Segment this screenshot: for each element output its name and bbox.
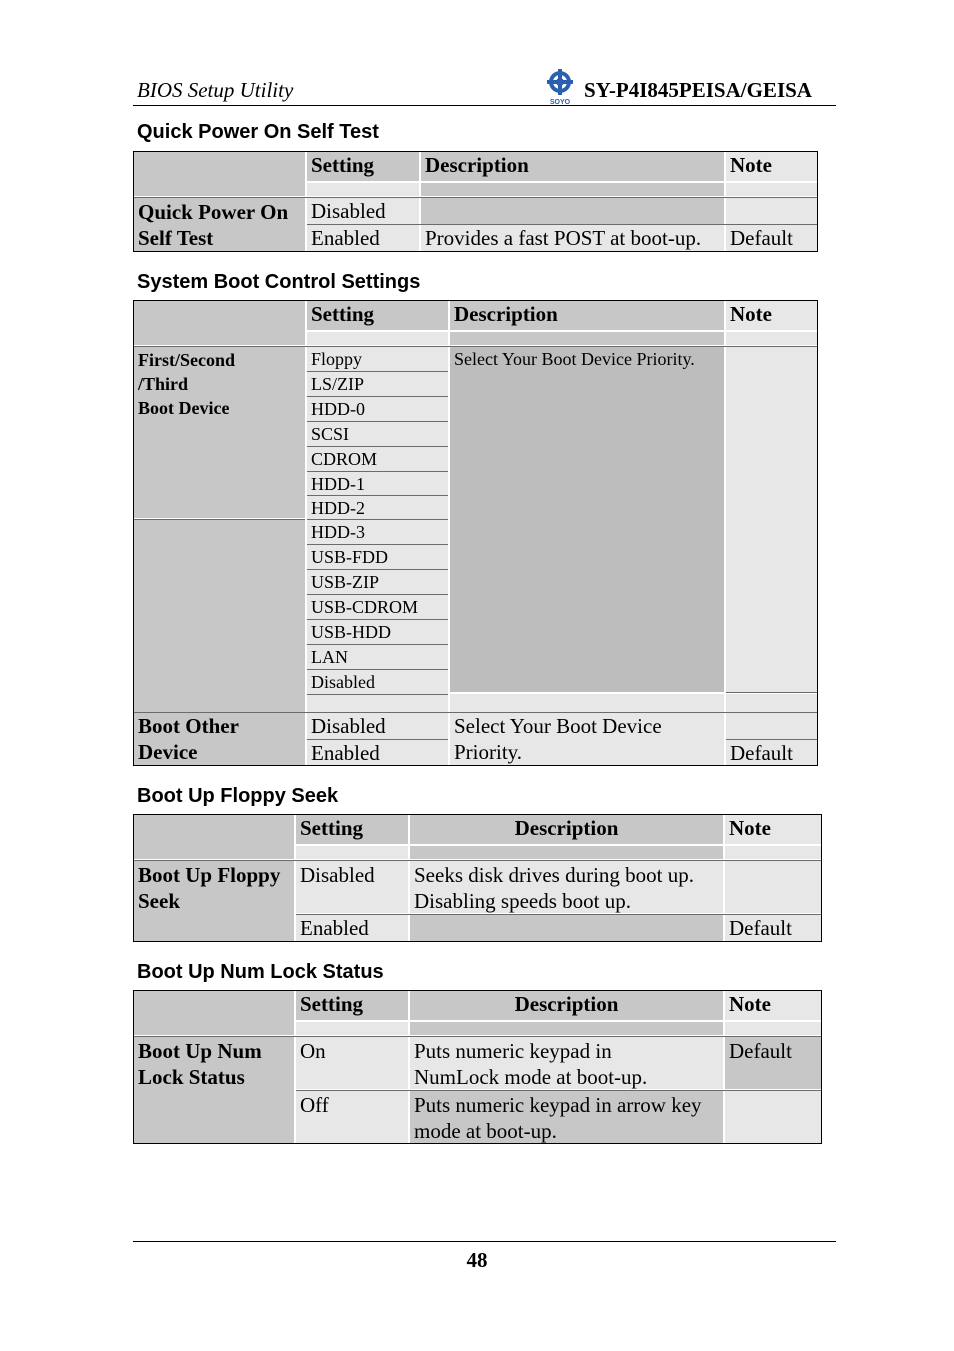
- row-label-qpost: [134, 198, 305, 251]
- note-value: Default: [726, 740, 817, 765]
- description-line: Select Your Boot Device: [454, 714, 662, 738]
- table-floppy: [133, 814, 822, 942]
- boot-option: USB-ZIP: [307, 570, 448, 594]
- boot-option: Floppy: [307, 347, 448, 371]
- boot-option: HDD-0: [307, 397, 448, 421]
- footer-rule: [133, 1241, 836, 1242]
- boot-other-description: [450, 713, 724, 765]
- boot-option: Disabled: [307, 670, 448, 694]
- soyo-logo-icon: [543, 68, 577, 106]
- col-header-setting: Setting: [307, 301, 448, 330]
- row-label-line: First/Second: [138, 350, 235, 370]
- svg-text:SOYO: SOYO: [549, 99, 571, 106]
- header-blank-cell: [134, 991, 294, 1035]
- row-divider: [726, 692, 817, 693]
- col-header-description: Description: [450, 301, 724, 330]
- header-spacer: [725, 1022, 821, 1035]
- col-header-note: Note: [725, 991, 821, 1020]
- boot-option: USB-HDD: [307, 620, 448, 644]
- description-value: Puts numeric keypad in NumLock mode at boot-up.: [410, 1037, 723, 1089]
- row-label-line: /Third: [138, 374, 189, 394]
- header-spacer: [450, 332, 724, 345]
- setting-value: Disabled: [307, 713, 448, 739]
- table-qpost: [133, 151, 818, 252]
- row-label-boot-device: [134, 347, 305, 518]
- header-spacer: [725, 846, 821, 859]
- row-label-line: Quick Power On: [138, 200, 289, 224]
- boot-option: HDD-3: [307, 520, 448, 544]
- header-model: SY-P4I845PEISA/GEISA: [584, 78, 812, 102]
- description-value: Puts numeric keypad in arrow key mode at boot-up.: [410, 1091, 723, 1143]
- note-value: Default: [725, 1037, 821, 1089]
- row-label-line: Device: [138, 740, 198, 764]
- note-value: [725, 1091, 821, 1143]
- row-label-line: Boot Device: [138, 398, 230, 418]
- col-header-setting: Setting: [296, 815, 408, 844]
- col-header-description: Description: [410, 991, 723, 1020]
- header-blank-cell: [134, 815, 294, 859]
- row-label-line: Seek: [138, 889, 180, 913]
- row-label-line: Self Test: [138, 226, 214, 250]
- col-header-setting: Setting: [307, 152, 419, 181]
- setting-value: Enabled: [296, 915, 408, 941]
- table-boot: [133, 300, 818, 766]
- header-rule: [133, 105, 836, 106]
- header-spacer: [726, 183, 817, 196]
- col-header-note: Note: [726, 152, 817, 181]
- section-title-floppy: Boot Up Floppy Seek: [137, 785, 339, 807]
- header-spacer: [410, 846, 723, 859]
- boot-option: HDD-2: [307, 496, 448, 519]
- boot-option: USB-CDROM: [307, 595, 448, 619]
- col-header-description: Description: [410, 815, 723, 844]
- col-header-description: Description: [421, 152, 724, 181]
- description-line: Priority.: [454, 740, 523, 764]
- description-value: [410, 915, 723, 941]
- section-title-boot: System Boot Control Settings: [137, 271, 421, 293]
- row-label-boot-other: [134, 713, 305, 765]
- header-spacer: [726, 332, 817, 345]
- note-value: [726, 198, 817, 224]
- description-value: Provides a fast POST at boot-up.: [421, 225, 724, 251]
- setting-value: Disabled: [307, 198, 419, 224]
- boot-option: HDD-1: [307, 472, 448, 495]
- description-value: [421, 198, 724, 224]
- boot-option: LAN: [307, 645, 448, 669]
- description-spacer: [450, 694, 724, 712]
- note-value: Default: [725, 915, 821, 941]
- setting-value: Disabled: [296, 861, 408, 913]
- header-spacer: [410, 1022, 723, 1035]
- setting-value: Enabled: [307, 740, 448, 765]
- section-title-numlock: Boot Up Num Lock Status: [137, 961, 384, 983]
- boot-option: USB-FDD: [307, 545, 448, 569]
- table-numlock: [133, 990, 822, 1144]
- note-empty: [726, 347, 817, 692]
- header-title: BIOS Setup Utility: [137, 78, 294, 102]
- note-value: [725, 861, 821, 913]
- header-spacer: [296, 1022, 408, 1035]
- description-value: Seeks disk drives during boot up. Disabling speeds boot up.: [410, 861, 723, 913]
- row-label-line: Lock Status: [138, 1065, 245, 1089]
- boot-device-description: Select Your Boot Device Priority.: [450, 347, 724, 692]
- note-value: Default: [726, 225, 817, 251]
- boot-option: CDROM: [307, 447, 448, 471]
- boot-option: SCSI: [307, 422, 448, 446]
- setting-value: Enabled: [307, 225, 419, 251]
- row-label-numlock: [134, 1037, 294, 1143]
- setting-value: Off: [296, 1091, 408, 1143]
- label-filler: [134, 520, 305, 712]
- setting-value: On: [296, 1037, 408, 1089]
- page-number: 48: [466, 1248, 488, 1272]
- row-label-line: Boot Other: [138, 714, 239, 738]
- header-spacer: [307, 183, 419, 196]
- col-header-note: Note: [725, 815, 821, 844]
- boot-option: LS/ZIP: [307, 372, 448, 396]
- header-blank-cell: [134, 152, 305, 196]
- col-header-setting: Setting: [296, 991, 408, 1020]
- header-blank-cell: [134, 301, 305, 345]
- section-title-qpost: Quick Power On Self Test: [137, 121, 379, 143]
- header-spacer: [307, 332, 448, 345]
- header-spacer: [421, 183, 724, 196]
- col-header-note: Note: [726, 301, 817, 330]
- note-value: [726, 713, 817, 739]
- row-label-floppy: [134, 861, 294, 941]
- row-label-line: Boot Up Floppy: [138, 863, 281, 887]
- option-spacer: [307, 695, 448, 712]
- note-spacer: [726, 694, 817, 712]
- header-spacer: [296, 846, 408, 859]
- row-label-line: Boot Up Num: [138, 1039, 262, 1063]
